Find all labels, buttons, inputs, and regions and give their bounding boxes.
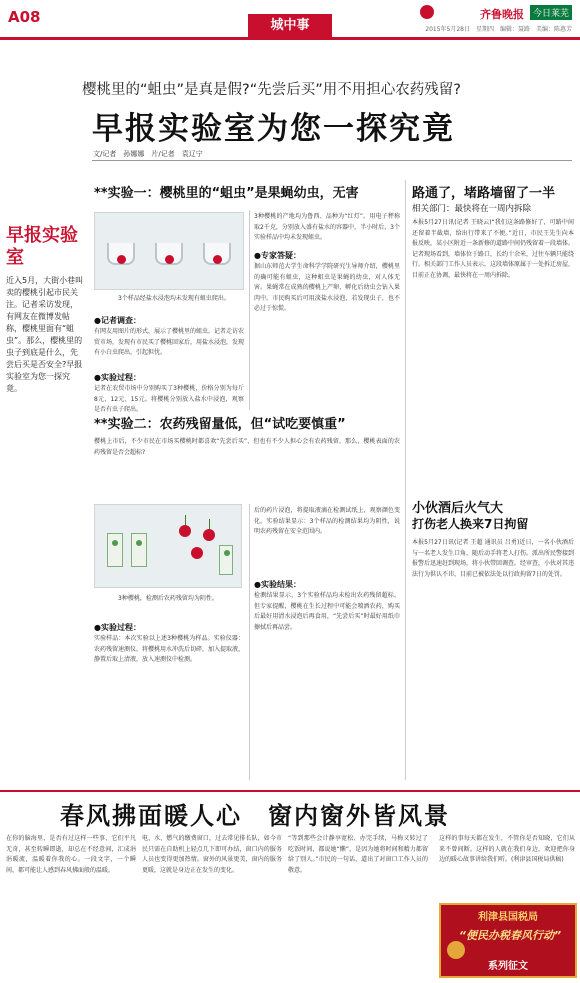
cherry-icon (179, 525, 191, 537)
article-kicker: 樱桃里的“蛆虫”是真是假?“先尝后买”用不用担心农药残留? (82, 82, 461, 98)
side-story2-body: 本报5月27日讯(记者 王超 通讯员 吕勇)近日，一名小伙酒后与一名老人发生口角，随后动手将老人打伤。派出所民警接到报警后迅速赶到现场，将小伙带回调查。经审查，小伙对其违法行为供认不讳，目前已被依法处以行政拘留7日的处罚。 (412, 539, 574, 578)
paragraph: 记者在农贸市场中分别购买了3种樱桃，价格分别为每斤8元、12元、15元。将樱桃分别放入盐水中浸泡，观察是否有虫子爬出。 (94, 385, 244, 413)
cherry-icon (191, 547, 203, 559)
bottom-headline: 春风拂面暖人心 窗内窗外皆风景 (60, 801, 450, 830)
paragraph: “等到那些会计静享宽松、办完手续，马梅又转过了吃饭时间，都说她“懒”，是因为她将时间和精力都留给了别人。”市民的一句话，道出了对窗口工作人员的敬意。 (288, 835, 428, 874)
article-byline: 文/记者 孙娜娜 片/记者 袁辽宁 (93, 150, 203, 158)
side-story2-title: 小伙酒后火气大 (412, 501, 504, 516)
page-header (0, 0, 580, 40)
cherry-icon (213, 255, 222, 264)
sidebar (6, 225, 84, 585)
dateline: 2015年5月28日 星期四 编辑：聂路 美编：陈惠芳 (425, 26, 572, 33)
paper-logo-icon (420, 5, 434, 19)
section-heading: ●专家答疑： (254, 251, 301, 260)
band-divider (0, 790, 580, 792)
banner-slogan: “便民办税春风行动” (458, 929, 562, 942)
test-strip-icon (219, 545, 233, 575)
paragraph: 实验样品：本次实验以上述3种樱桃为样品。实验仪器：农药残留速测仪。将樱桃用水冲洗后切碎，加入提取液，静置后取上清液，放入速测仪中检测。 (94, 635, 244, 663)
section-heading: ●记者调查： (94, 316, 141, 325)
experiment2-title: **实验二：农药残留量低，但“试吃要慎重” (94, 417, 346, 432)
paragraph: 樱桃上市后，不少市民在市场买樱桃时都喜欢“先尝后买”，但也有不少人担心会有农药残留。那么，樱桃表面的农药残留是否会超标? (94, 438, 400, 456)
test-strip-icon (131, 533, 147, 567)
section-heading: ●实验过程： (94, 623, 141, 632)
banner-title: 利津县国税局 (478, 912, 538, 923)
page-number: A08 (8, 8, 41, 26)
cherry-icon (165, 255, 174, 264)
side-story1-body: 本报5月27日讯(记者 王晓云)“我们这条路修好了，可路中间还留着半截墙，给出行带来了不便。”近日，市民王先生向本报反映，某小区附近一条新修的道路中间仍残留着一段墙体。记者现场看到，墙体位于路口，长约十余米，过往车辆只能绕行。相关部门工作人员表示，这段墙体原属于一处拆迁房屋，目前正在协调，最快将在一周内拆除。 (412, 219, 574, 279)
paper-name: 齐鲁晚报 (480, 8, 524, 21)
column-divider (405, 180, 406, 780)
experiment1-title: **实验一：樱桃里的“蛆虫”是果蝇幼虫，无害 (94, 186, 359, 201)
experiment1-photo (94, 212, 244, 290)
experiment2-photo-caption: 3种樱桃，检测后农药残留均为阴性。 (118, 595, 218, 602)
section-tab: 城中事 (248, 14, 332, 38)
paragraph: 后的药片浸泡，将提取液滴在检测试纸上，观察颜色变化。实验结果显示：3个样品的检测结果均为阴性，说明农药残留在安全范围内。 (254, 507, 400, 535)
promo-banner (439, 903, 577, 978)
cherry-icon (203, 529, 215, 541)
paragraph: 据山东师范大学生命科学学院研究生导师介绍，樱桃里的确可能有蛆虫，这种蛆虫是果蝇的幼虫，对人体无害。果蝇常在成熟的樱桃上产卵，孵化后幼虫会钻入果肉中。市民购买后可用淡盐水浸泡，若发现虫子，也不必过于惊慌。 (254, 263, 400, 312)
test-strip-icon (107, 533, 123, 567)
cherry-icon (117, 255, 126, 264)
paragraph: 在你的脑海里，是否有过这样一些事，它们平凡无奇，甚至转瞬即逝，却总在不经意间，汇成涓涓暖流，温暖着你我的心。一段文字，一个瞬间，都可能让人感到春风拂面般的温暖。 (6, 835, 136, 874)
sidebar-text: 近入5月，大街小巷叫卖的樱桃引起市民关注。记者采访发现，有网友在微博发帖称，樱桃里面有“蛆虫”。那么，樱桃里的虫子到底是什么，先尝后买是否安全?早报实验室为您一探究竟。 (6, 276, 84, 393)
paragraph: 这样的事每天都在发生，不管你是否知晓，它们从来不曾间断。这样的人就在我们身边，欢迎把你身边的暖心故事讲给我们听。(利津县国税局供稿) (439, 835, 575, 863)
divider (92, 160, 572, 161)
section-heading: ●实验结果： (254, 580, 301, 589)
edition-badge: 今日莱芜 (530, 5, 572, 20)
sidebar-title: 早报实验室 (6, 225, 78, 268)
paragraph: 3种樱桃的产地均为鲁西、品种为“红灯”。用电子秤称取2千克，分别放入盛有盐水的容器中，半小时后，3个实验样品中均未发现蛆虫。 (254, 213, 400, 241)
article-headline: 早报实验室为您一探究竟 (92, 111, 455, 147)
side-story1-subtitle: 相关部门：最快将在一周内拆除 (412, 204, 532, 214)
column-divider (249, 210, 250, 410)
paragraph: 检测结果显示，3个实验样品均未检出农药残留超标。但专家提醒，樱桃在生长过程中可能会喷洒农药，购买后最好用清水浸泡后再食用，“先尝后买”时最好用纸巾擦拭后再品尝。 (254, 592, 400, 631)
side-story1-title: 路通了，堵路墙留了一半 (412, 186, 556, 201)
experiment2-photo (94, 504, 242, 588)
experiment1-photo-caption: 3个样品经盐水浸泡均未发现有蛆虫爬出。 (118, 295, 230, 302)
banner-series: 系列征文 (488, 961, 528, 972)
paragraph: 电、水、燃气的缴费窗口，过去常见排长队，如今市民只需在自助机上轻点几下即可办结，窗口内的服务人员也变得更加热情。窗外的风景更美，窗内的服务更暖，这就是身边正在发生的变化。 (142, 835, 282, 874)
side-story2-subtitle: 打伤老人换来7日拘留 (412, 517, 529, 531)
column-divider (249, 504, 250, 780)
section-heading: ●实验过程： (94, 373, 141, 382)
paragraph: 有网友用图片的形式，展示了樱桃里的蛆虫。记者走访农贸市场，发现有市民买了樱桃回家后，用盐水浸泡，发现有小白虫爬出，引起担忧。 (94, 328, 244, 356)
